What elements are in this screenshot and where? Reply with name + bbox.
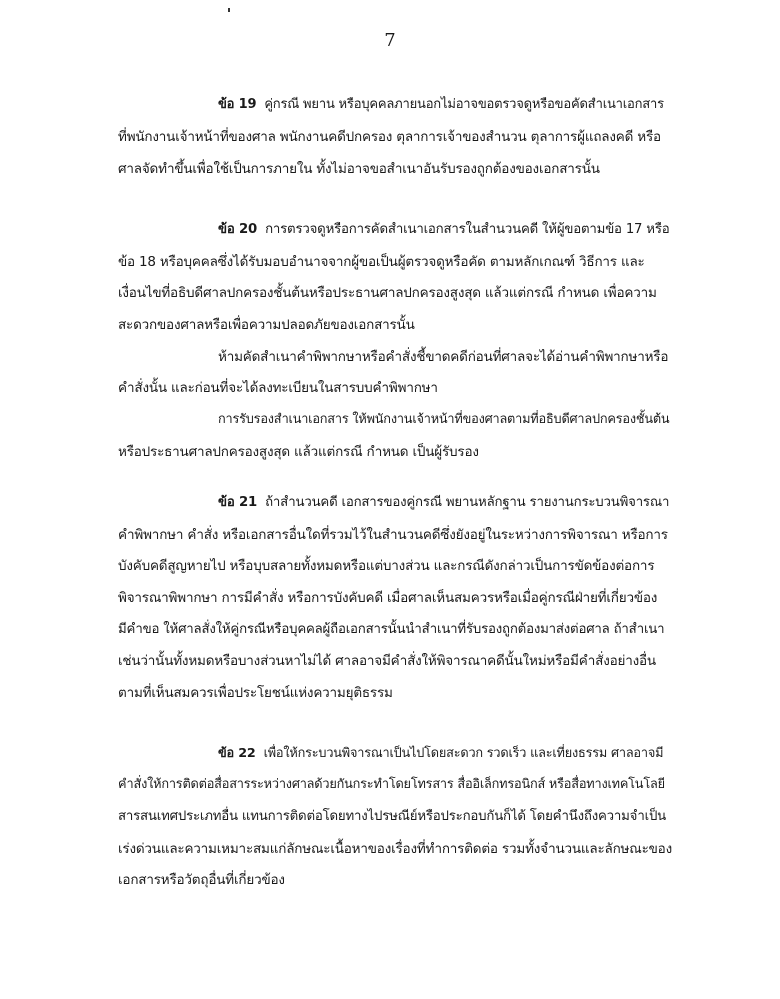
clause-21-line: บังคับคดีสูญหายไป หรือบุบสลายทั้งหมดหรือแต่บางส่วน และกรณีดังกล่าวเป็นการขัดข้องต่อการ	[118, 558, 655, 574]
clause-22-line: เอกสารหรือวัตถุอื่นที่เกี่ยวข้อง	[118, 872, 285, 888]
clause-19-number: ข้อ 19	[218, 97, 257, 112]
clause-20-para3-line: การรับรองสำเนาเอกสาร ให้พนักงานเจ้าหน้าที่ของศาลตามที่อธิบดีศาลปกครองชั้นต้น	[218, 412, 670, 427]
clause-21-first-line	[218, 494, 669, 512]
clause-22-line: คำสั่งให้การติดต่อสื่อสารระหว่างศาลด้วยกันกระทำโดยโทรสาร สื่ออิเล็กทรอนิกส์ หรือสื่อทางเทคโนโลยี	[118, 777, 665, 792]
clause-20-first-line	[218, 221, 670, 239]
clause-21-number: ข้อ 21	[218, 495, 258, 510]
clause-20-text: การตรวจดูหรือการคัดสำเนาเอกสารในสำนวนคดี ให้ผู้ขอตามข้อ 17 หรือ	[265, 222, 670, 237]
clause-21-line: ตามที่เห็นสมควรเพื่อประโยชน์แห่งความยุติธรรม	[118, 685, 393, 701]
clause-22-number: ข้อ 22	[218, 746, 256, 761]
clause-19-text: คู่กรณี พยาน หรือบุคคลภายนอกไม่อาจขอตรวจดูหรือขอคัดสำเนาเอกสาร	[264, 97, 664, 112]
clause-21-line: พิจารณาพิพากษา การมีคำสั่ง หรือการบังคับคดี เมื่อศาลเห็นสมควรหรือเมื่อคู่กรณีฝ่ายที่เกี่ยวข้อง	[118, 590, 658, 606]
clause-21-line: คำพิพากษา คำสั่ง หรือเอกสารอื่นใดที่รวมไว้ในสำนวนคดีซึ่งยังอยู่ในระหว่างการพิจารณา หรือการ	[118, 527, 668, 543]
clause-20-line: เงื่อนไขที่อธิบดีศาลปกครองชั้นต้นหรือประธานศาลปกครองสูงสุด แล้วแต่กรณี กำหนด เพื่อความ	[118, 285, 657, 301]
page-number: 7	[384, 30, 396, 51]
clause-19-line: ศาลจัดทำขึ้นเพื่อใช้เป็นการภายใน ทั้งไม่อาจขอสำเนาอันรับรองถูกต้องของเอกสารนั้น	[118, 161, 600, 177]
clause-20-para2-line: คำสั่งนั้น และก่อนที่จะได้ลงทะเบียนในสารบบคำพิพากษา	[118, 380, 438, 396]
clause-20-number: ข้อ 20	[218, 222, 258, 237]
clause-20-line: สะดวกของศาลหรือเพื่อความปลอดภัยของเอกสารนั้น	[118, 317, 415, 333]
clause-21-text: ถ้าสำนวนคดี เอกสารของคู่กรณี พยานหลักฐาน รายงานกระบวนพิจารณา	[265, 495, 670, 510]
clause-22-line: สารสนเทศประเภทอื่น แทนการติดต่อโดยทางไปรษณีย์หรือประกอบกันก็ได้ โดยคำนึงถึงความจำเป็น	[118, 809, 667, 824]
clause-20-line: ข้อ 18 หรือบุคคลซึ่งได้รับมอบอำนาจจากผู้ขอเป็นผู้ตรวจดูหรือคัด ตามหลักเกณฑ์ วิธีการ และ	[118, 254, 645, 270]
clause-19-line: ที่พนักงานเจ้าหน้าที่ของศาล พนักงานคดีปกครอง ตุลาการเจ้าของสำนวน ตุลาการผู้แถลงคดี หรือ	[118, 129, 661, 145]
clause-22-line: เร่งด่วนและความเหมาะสมแก่ลักษณะเนื้อหาของเรื่องที่ทำการติดต่อ รวมทั้งจำนวนและลักษณะของ	[118, 841, 672, 857]
clause-21-line: มีคำขอ ให้ศาลสั่งให้คู่กรณีหรือบุคคลผู้ถือเอกสารนั้นนำสำเนาที่รับรองถูกต้องมาส่งต่อศาล ถ้าสำเนา	[118, 622, 665, 637]
scan-speck	[228, 8, 230, 12]
clause-19-first-line	[218, 96, 664, 114]
clause-20-para2-line: ห้ามคัดสำเนาคำพิพากษาหรือคำสั่งชี้ขาดคดีก่อนที่ศาลจะได้อ่านคำพิพากษาหรือ	[218, 349, 669, 365]
clause-22-text: เพื่อให้กระบวนพิจารณาเป็นไปโดยสะดวก รวดเร็ว และเที่ยงธรรม ศาลอาจมี	[263, 746, 664, 761]
clause-20-para3-line: หรือประธานศาลปกครองสูงสุด แล้วแต่กรณี กำหนด เป็นผู้รับรอง	[118, 444, 479, 460]
clause-21-line: เช่นว่านั้นทั้งหมดหรือบางส่วนหาไม่ได้ ศาลอาจมีคำสั่งให้พิจารณาคดีนั้นใหม่หรือมีคำสั่งอย่างอื่น	[118, 653, 656, 669]
clause-22-first-line	[218, 745, 663, 763]
